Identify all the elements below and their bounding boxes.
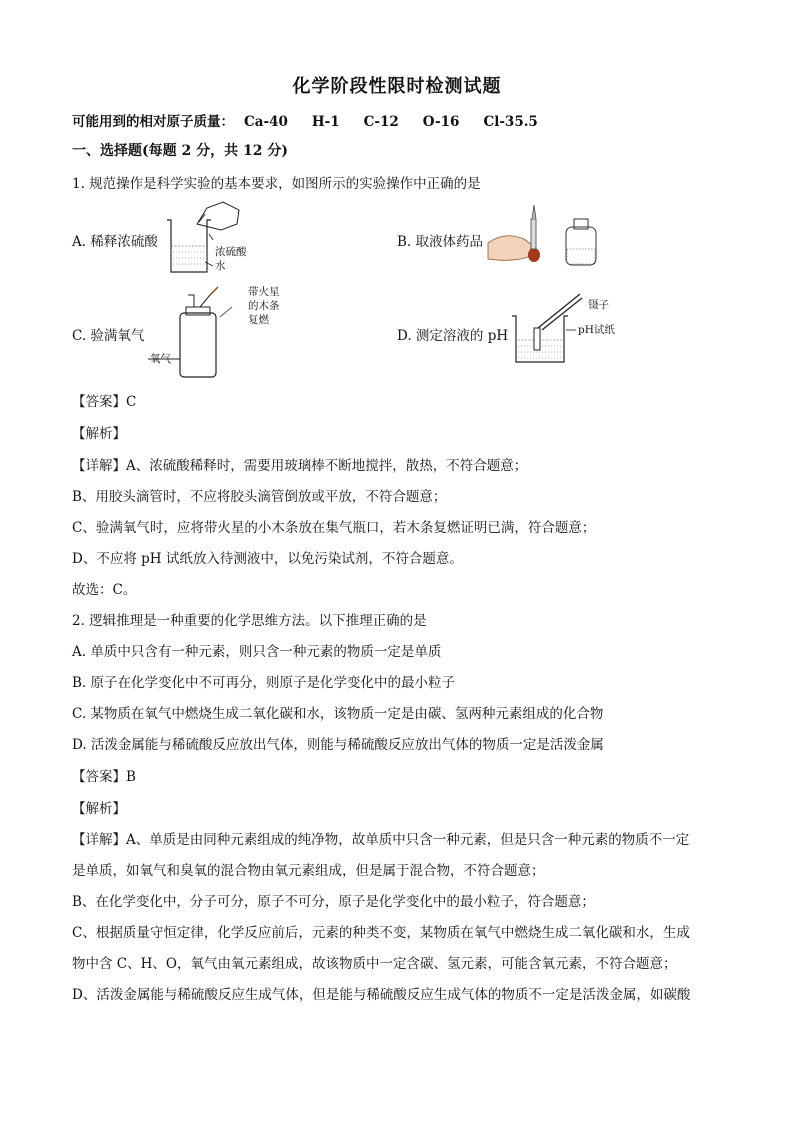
label-tweezers: 镊子 [588,299,609,311]
q1-detail-line: B、用胶头滴管时，不应将胶头滴管倒放或平放，不符合题意； [72,489,447,505]
q2-detail-line: 是单质，如氧气和臭氧的混合物由氧元素组成，但是属于混合物，不符合题意； [72,863,545,879]
q1-option-c: C. 验满氧气 [72,328,145,344]
atomic-masses [72,110,562,130]
q1-analysis-label: 【解析】 [72,426,126,442]
mass-c: C-12 [363,114,399,130]
q1-option-a: A. 稀释浓硫酸 [72,234,158,250]
q1-option-b: B. 取液体药品 [397,234,484,250]
mass-o: O-16 [422,114,460,130]
label-concentrated-acid: 浓硫酸 [215,246,247,258]
q2-detail-line: D、活泼金属能与稀硫酸反应生成气体，但是能与稀硫酸反应生成气体的物质不一定是活泼金属，如碳酸 [72,987,691,1003]
mass-cl: Cl-35.5 [483,114,538,130]
q2-detail-line: 物中含 C、H、O，氧气由氧元素组成，故该物质中一定含碳、氢元素，可能含氧元素，不符合题意； [72,956,677,972]
label-water: 水 [215,260,226,272]
q2-detail-line: C、根据质量守恒定律，化学反应前后，元素的种类不变，某物质在氧气中燃烧生成二氧化碳和水，生成 [72,925,690,941]
q1-stem: 1. 规范操作是科学实验的基本要求，如图所示的实验操作中正确的是 [72,176,481,192]
q2-option-b: B. 原子在化学变化中不可再分，则原子是化学变化中的最小粒子 [72,675,456,691]
q1-option-d: D. 测定溶液的 pH [397,328,509,344]
q2-detail-line: 【详解】A、单质是由同种元素组成的纯净物，故单质中只含一种元素，但是只含一种元素的物质不一定 [72,832,690,848]
page-title: 化学阶段性限时检测试题 [292,76,502,97]
q2-option-d: D. 活泼金属能与稀硫酸反应放出气体，则能与稀硫酸反应放出气体的物质一定是活泼金属 [72,737,604,753]
q2-answer: 【答案】B [72,769,136,785]
atomic-masses-label: 可能用到的相对原子质量： [72,114,234,130]
q1-answer: 【答案】C [72,394,137,410]
mass-h: H-1 [311,114,340,130]
label-splint-2: 的木条 [248,300,280,312]
label-ph-paper: pH试纸 [578,324,615,336]
mass-ca: Ca-40 [244,114,288,130]
q2-analysis-label: 【解析】 [72,801,126,817]
q1-detail-line: D、不应将 pH 试纸放入待测液中，以免污染试剂，不符合题意。 [72,551,463,567]
q2-stem: 2. 逻辑推理是一种重要的化学思维方法。以下推理正确的是 [72,613,427,629]
q2-detail-line: B、在化学变化中，分子可分，原子不可分，原子是化学变化中的最小粒子，符合题意； [72,894,595,910]
q1-detail-line: C、验满氧气时，应将带火星的小木条放在集气瓶口，若木条复燃证明已满，符合题意； [72,520,596,536]
label-splint-1: 带火星 [248,286,280,298]
figure-a-beaker [165,200,245,280]
label-splint-3: 复燃 [248,314,269,326]
label-oxygen: 氧气 [150,353,171,365]
q2-option-a: A. 单质中只含有一种元素，则只含一种元素的物质一定是单质 [72,644,442,660]
q1-conclusion: 故选：C。 [72,582,137,598]
figure-b-dropper-hand [488,205,608,270]
q2-option-c: C. 某物质在氧气中燃烧生成二氧化碳和水，该物质一定是由碳、氢两种元素组成的化合物 [72,706,604,722]
section-heading: 一、选择题(每题 2 分，共 12 分) [72,143,288,159]
q1-detail-line: 【详解】A、浓硫酸稀释时，需要用玻璃棒不断地搅拌，散热，不符合题意； [72,458,528,474]
